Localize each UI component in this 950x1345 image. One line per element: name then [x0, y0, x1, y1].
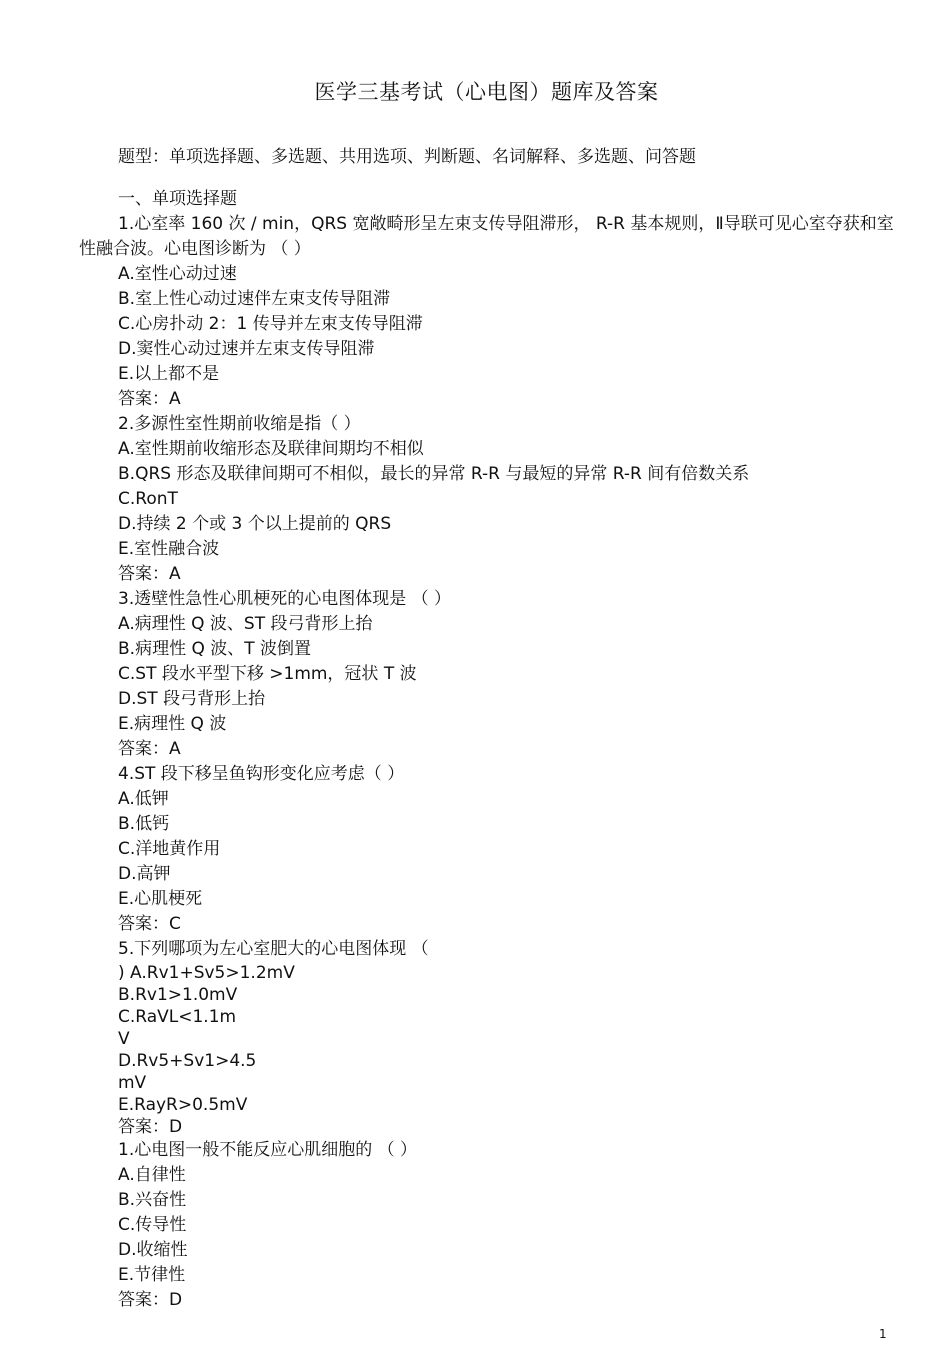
section-heading: 一、单项选择题: [118, 189, 237, 209]
option: E.RayR>0.5mV: [118, 1095, 248, 1115]
document-title: 医学三基考试（心电图）题库及答案: [314, 80, 659, 104]
option: E.节律性: [118, 1265, 186, 1285]
option: B.QRS 形态及联律间期可不相似，最长的异常 R-R 与最短的异常 R-R 间有倍数关系: [118, 464, 750, 484]
option: C.心房扑动 2：1 传导并左束支传导阻滞: [118, 314, 423, 334]
question-text: 5.下列哪项为左心室肥大的心电图体现 （: [118, 939, 429, 959]
document-body: [79, 187, 899, 1313]
option: B.兴奋性: [118, 1190, 187, 1210]
option: E.心肌梗死: [118, 889, 203, 909]
option: D.高钾: [118, 864, 171, 884]
option: D.持续 2 个或 3 个以上提前的 QRS: [118, 514, 392, 534]
option: A.室性期前收缩形态及联律间期均不相似: [118, 439, 424, 459]
option: A.病理性 Q 波、ST 段弓背形上抬: [118, 614, 373, 634]
question-text: 2.多源性室性期前收缩是指（ ）: [118, 414, 361, 434]
option: V: [118, 1029, 130, 1049]
question-text: 1.心电图一般不能反应心肌细胞的 （ ）: [118, 1140, 418, 1160]
option: C.洋地黄作用: [118, 839, 221, 859]
option: A.自律性: [118, 1165, 186, 1185]
answer: 答案：A: [118, 389, 181, 409]
option: C.ST 段水平型下移 >1mm，冠状 T 波: [118, 664, 417, 684]
question-text: 4.ST 段下移呈鱼钩形变化应考虑（ ）: [118, 764, 405, 784]
question-text: 3.透壁性急性心肌梗死的心电图体现是 （ ）: [118, 589, 452, 609]
option: B.室上性心动过速伴左束支传导阻滞: [118, 289, 391, 309]
option: E.室性融合波: [118, 539, 220, 559]
answer: 答案：A: [118, 564, 181, 584]
option: A.室性心动过速: [118, 264, 237, 284]
option: ) A.Rv1+Sv5>1.2mV: [118, 963, 295, 983]
answer: 答案：D: [118, 1117, 183, 1137]
answer: 答案：A: [118, 739, 181, 759]
question-types: 题型：单项选择题、多选题、共用选项、判断题、名词解释、多选题、问答题: [118, 147, 696, 167]
option: E.以上都不是: [118, 364, 220, 384]
page-number: 1: [879, 1327, 887, 1341]
option: C.传导性: [118, 1215, 187, 1235]
option: C.RonT: [118, 489, 178, 509]
option: A.低钾: [118, 789, 169, 809]
option: E.病理性 Q 波: [118, 714, 227, 734]
option: mV: [118, 1073, 147, 1093]
answer: 答案：D: [118, 1290, 183, 1310]
option: B.低钙: [118, 814, 170, 834]
option: C.RaVL<1.1m: [118, 1007, 237, 1027]
option: B.Rv1>1.0mV: [118, 985, 238, 1005]
option: D.窦性心动过速并左束支传导阻滞: [118, 339, 375, 359]
question-text: 1.心室率 160 次 / min，QRS 宽敞畸形呈左束支传导阻滞形， R-R 基本规则，Ⅱ导联可见心室夺获和室性融合波。心电图诊断为 （ ）: [79, 214, 894, 259]
option: D.收缩性: [118, 1240, 188, 1260]
option: D.ST 段弓背形上抬: [118, 689, 266, 709]
answer: 答案：C: [118, 914, 181, 934]
option: B.病理性 Q 波、T 波倒置: [118, 639, 312, 659]
option: D.Rv5+Sv1>4.5: [118, 1051, 257, 1071]
